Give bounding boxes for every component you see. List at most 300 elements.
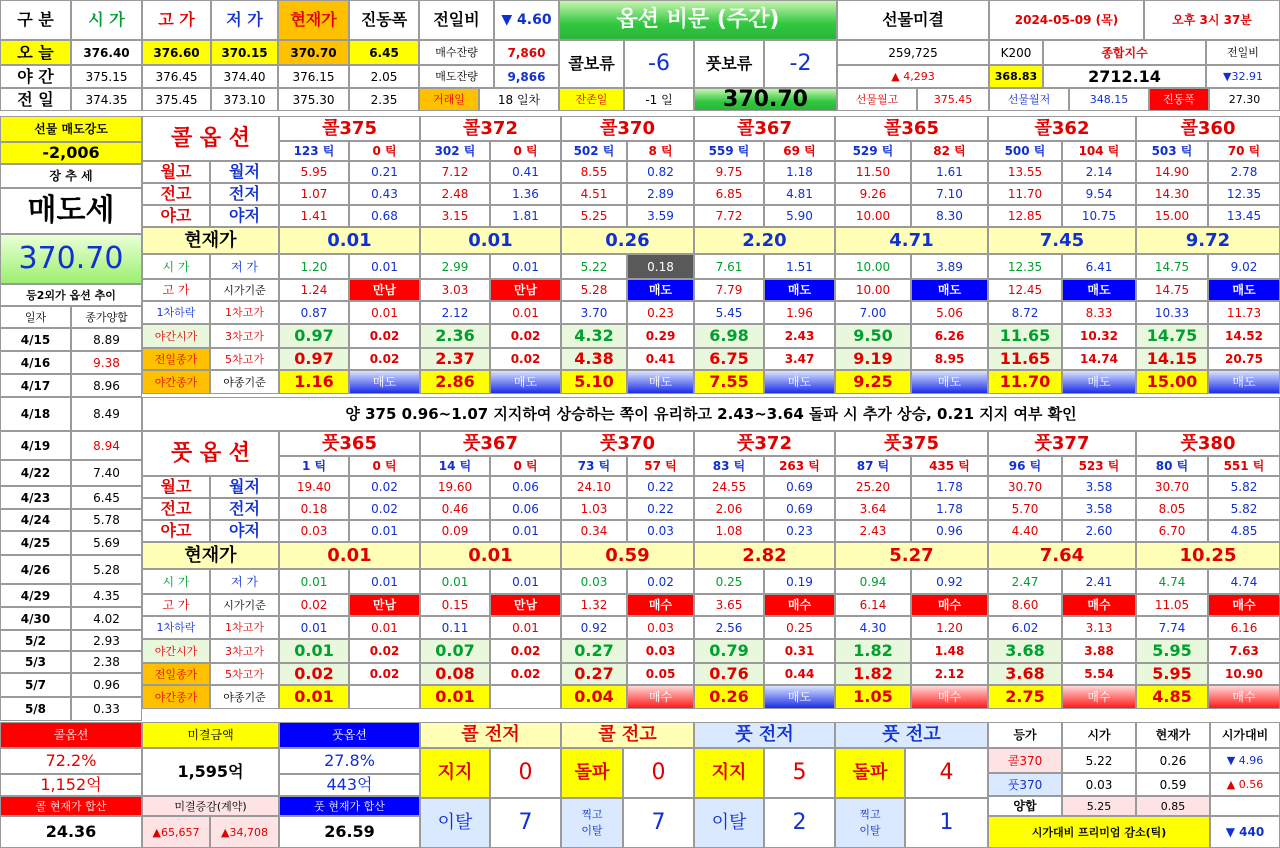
- tick-1: 1 틱: [279, 456, 349, 476]
- third-high: 3.88: [1062, 639, 1136, 663]
- history-close: 2.93: [71, 630, 142, 651]
- night-base: 매도: [911, 370, 988, 394]
- history-date-header: 일자: [0, 306, 71, 328]
- night-high: 12.85: [988, 205, 1062, 227]
- fut-mlow-label: 선물월저: [989, 88, 1069, 111]
- night-base: 매수: [1208, 685, 1280, 709]
- tick-1: 80 틱: [1136, 456, 1208, 476]
- option-current: 4.71: [835, 227, 988, 254]
- tick-2: 69 틱: [764, 141, 835, 161]
- night-high: 0.09: [420, 520, 490, 542]
- row-high: 376.45: [142, 65, 211, 88]
- month-high: 5.95: [279, 161, 349, 183]
- history-date: 4/19: [0, 431, 71, 460]
- label-high: 고 가: [142, 279, 210, 301]
- tick-1: 96 틱: [988, 456, 1062, 476]
- prev-close: 0.97: [279, 348, 349, 370]
- option-low: 0.01: [490, 569, 561, 594]
- night-high: 6.70: [1136, 520, 1208, 542]
- option-signal: 매수: [764, 594, 835, 616]
- call-sum: 24.36: [0, 816, 142, 848]
- history-date: 5/8: [0, 697, 71, 721]
- night-high: 7.72: [694, 205, 764, 227]
- history-close: 9.38: [71, 351, 142, 374]
- month-low: 0.02: [349, 476, 420, 498]
- month-low: 3.58: [1062, 476, 1136, 498]
- night-close: 1.16: [279, 370, 349, 394]
- buy-remain-label: 매수잔량: [419, 40, 494, 65]
- label-mhigh: 월고: [142, 161, 210, 183]
- row-range: 2.35: [349, 88, 419, 111]
- month-high: 7.12: [420, 161, 490, 183]
- header-0: 구 분: [0, 0, 71, 40]
- label-high: 고 가: [142, 594, 210, 616]
- tick-1: 302 틱: [420, 141, 490, 161]
- prev-close: 0.76: [694, 663, 764, 685]
- history-date: 4/18: [0, 397, 71, 431]
- tick-2: 57 틱: [627, 456, 694, 476]
- option-name[interactable]: 콜372: [420, 116, 561, 141]
- prev-low: 7.10: [911, 183, 988, 205]
- history-close: 4.35: [71, 584, 142, 607]
- option-high: 1.32: [561, 594, 627, 616]
- night-low: 0.03: [627, 520, 694, 542]
- month-low: 1.61: [911, 161, 988, 183]
- put-prevlow-header: 풋 전저: [694, 722, 835, 748]
- option-name[interactable]: 풋370: [561, 431, 694, 456]
- row-open: 374.35: [71, 88, 142, 111]
- prev-high: 9.26: [835, 183, 911, 205]
- tick-2: 263 틱: [764, 456, 835, 476]
- kospi-diff-label: 전일비: [1206, 40, 1280, 65]
- option-open: 10.00: [835, 254, 911, 279]
- put-option-label: 풋옵션: [279, 722, 420, 748]
- month-high: 24.55: [694, 476, 764, 498]
- header-5: 진동폭: [349, 0, 419, 40]
- prev-high: 6.85: [694, 183, 764, 205]
- option-low: 0.01: [490, 254, 561, 279]
- third-high: 0.02: [349, 324, 420, 348]
- prev-low: 12.35: [1208, 183, 1280, 205]
- option-open: 0.03: [561, 569, 627, 594]
- first-high: 11.73: [1208, 301, 1280, 324]
- night-open: 3.68: [988, 639, 1062, 663]
- time-display: 오후 3시 37분: [1144, 0, 1280, 40]
- option-open: 5.22: [561, 254, 627, 279]
- night-base: [349, 685, 420, 709]
- night-low: 5.90: [764, 205, 835, 227]
- night-open: 5.95: [1136, 639, 1208, 663]
- strength-value: -2,006: [0, 142, 142, 164]
- night-high: 0.03: [279, 520, 349, 542]
- night-close: 9.25: [835, 370, 911, 394]
- sell-remain: 9,866: [494, 65, 559, 88]
- first-drop: 0.11: [420, 616, 490, 639]
- night-low: 0.96: [911, 520, 988, 542]
- night-high: 2.43: [835, 520, 911, 542]
- option-high: 7.79: [694, 279, 764, 301]
- sum-cur: 0.85: [1136, 796, 1210, 816]
- option-current: 0.01: [420, 227, 561, 254]
- first-drop: 4.30: [835, 616, 911, 639]
- tick-1: 83 틱: [694, 456, 764, 476]
- night-low: 3.59: [627, 205, 694, 227]
- eq-call-cur: 0.26: [1136, 748, 1210, 773]
- first-drop: 5.45: [694, 301, 764, 324]
- prev-low: 0.22: [627, 498, 694, 520]
- option-current: 5.27: [835, 542, 988, 569]
- option-signal: 만남: [349, 594, 420, 616]
- night-high: 1.41: [279, 205, 349, 227]
- night-low: 1.81: [490, 205, 561, 227]
- left-price: 370.70: [0, 234, 142, 284]
- option-current: 0.59: [561, 542, 694, 569]
- label-cur: 현재가: [142, 227, 279, 254]
- option-open: 2.47: [988, 569, 1062, 594]
- panel-title: 옵션 비문 (주간): [559, 0, 837, 40]
- futures-oi: 259,725: [837, 40, 989, 65]
- history-date: 4/25: [0, 531, 71, 555]
- fifth-high: 20.75: [1208, 348, 1280, 370]
- call-hold-label: 콜보류: [559, 40, 624, 88]
- first-drop: 2.12: [420, 301, 490, 324]
- night-close: 1.05: [835, 685, 911, 709]
- history-close: 2.38: [71, 651, 142, 673]
- prev-high: 0.18: [279, 498, 349, 520]
- first-drop: 0.01: [279, 616, 349, 639]
- option-name[interactable]: 콜362: [988, 116, 1136, 141]
- option-name[interactable]: 풋375: [835, 431, 988, 456]
- first-high: 8.33: [1062, 301, 1136, 324]
- row-low: 370.15: [211, 40, 278, 65]
- tick-2: 104 틱: [1062, 141, 1136, 161]
- option-low: 0.19: [764, 569, 835, 594]
- row-range: 6.45: [349, 40, 419, 65]
- row-label: 오 늘: [0, 40, 71, 65]
- option-name[interactable]: 콜365: [835, 116, 988, 141]
- option-low: 0.18: [627, 254, 694, 279]
- prev-low: 3.58: [1062, 498, 1136, 520]
- option-current: 0.01: [420, 542, 561, 569]
- prev-close: 14.15: [1136, 348, 1208, 370]
- put-breakout-count: 4: [905, 748, 988, 798]
- label-open-base: 시가기준: [210, 279, 279, 301]
- first-high: 0.23: [627, 301, 694, 324]
- option-name[interactable]: 풋377: [988, 431, 1136, 456]
- month-high: 30.70: [988, 476, 1062, 498]
- sum-label: 양합: [988, 796, 1062, 816]
- night-high: 15.00: [1136, 205, 1208, 227]
- month-high: 8.55: [561, 161, 627, 183]
- call-option-label: 콜옵션: [0, 722, 142, 748]
- fifth-high: 0.02: [349, 663, 420, 685]
- third-high: 6.26: [911, 324, 988, 348]
- option-signal: 매수: [911, 594, 988, 616]
- prev-low: 4.81: [764, 183, 835, 205]
- option-signal: 매도: [911, 279, 988, 301]
- tick-2: 435 틱: [911, 456, 988, 476]
- history-close-header: 종가양합: [71, 306, 142, 328]
- label-night-open: 야간시가: [142, 324, 210, 348]
- block-title: 풋 옵 션: [142, 431, 279, 476]
- first-drop: 8.72: [988, 301, 1062, 324]
- month-high: 19.60: [420, 476, 490, 498]
- history-date: 4/22: [0, 460, 71, 486]
- third-high: 7.63: [1208, 639, 1280, 663]
- strategy-note: 양 375 0.96~1.07 지지하여 상승하는 쪽이 유리하고 2.43~3.64 돌파 시 추가 상승, 0.21 지지 여부 확인: [142, 397, 1280, 431]
- buy-remain: 7,860: [494, 40, 559, 65]
- night-low: 0.23: [764, 520, 835, 542]
- option-high: 11.05: [1136, 594, 1208, 616]
- eq-diff-header: 시가대비: [1210, 722, 1280, 748]
- night-low: 0.68: [349, 205, 420, 227]
- tick-1: 502 틱: [561, 141, 627, 161]
- night-close: 15.00: [1136, 370, 1208, 394]
- option-signal: 매도: [1062, 279, 1136, 301]
- history-date: 4/24: [0, 509, 71, 531]
- prev-close: 1.82: [835, 663, 911, 685]
- put-support-label: 지지: [694, 748, 764, 798]
- option-signal: 매도: [1208, 279, 1280, 301]
- night-base: 매도: [764, 370, 835, 394]
- date-display: 2024-05-09 (목): [989, 0, 1144, 40]
- option-low: 0.92: [911, 569, 988, 594]
- history-close: 5.78: [71, 509, 142, 531]
- label-d5high: 5차고가: [210, 663, 279, 685]
- fifth-high: 10.90: [1208, 663, 1280, 685]
- call-breakout-count: 0: [623, 748, 694, 798]
- option-name[interactable]: 콜370: [561, 116, 694, 141]
- night-base: 매도: [349, 370, 420, 394]
- option-current: 2.20: [694, 227, 835, 254]
- night-close: 2.75: [988, 685, 1062, 709]
- night-high: 10.00: [835, 205, 911, 227]
- prev-low: 0.06: [490, 498, 561, 520]
- night-low: 8.30: [911, 205, 988, 227]
- month-high: 24.10: [561, 476, 627, 498]
- option-low: 0.01: [349, 254, 420, 279]
- fifth-high: 0.44: [764, 663, 835, 685]
- tick-1: 87 틱: [835, 456, 911, 476]
- remain-label: 잔존일: [559, 88, 624, 111]
- tick-2: 82 틱: [911, 141, 988, 161]
- fifth-high: 0.02: [349, 348, 420, 370]
- night-open: 2.36: [420, 324, 490, 348]
- option-open: 0.94: [835, 569, 911, 594]
- trade-days: 18 일차: [479, 88, 559, 111]
- option-high: 14.75: [1136, 279, 1208, 301]
- label-night-open: 야간시가: [142, 639, 210, 663]
- tick-1: 73 틱: [561, 456, 627, 476]
- history-date: 4/17: [0, 374, 71, 397]
- label-prev-close: 전일종가: [142, 348, 210, 370]
- put-hold-label: 풋보류: [694, 40, 764, 88]
- option-low: 0.01: [349, 569, 420, 594]
- third-high: 14.52: [1208, 324, 1280, 348]
- eq-call-name: 콜370: [988, 748, 1062, 773]
- oi-amount-label: 미결금액: [142, 722, 279, 748]
- history-date: 4/26: [0, 555, 71, 584]
- fifth-high: 5.54: [1062, 663, 1136, 685]
- first-drop: 10.33: [1136, 301, 1208, 324]
- header-3: 저 가: [211, 0, 278, 40]
- sum-blank: [1210, 796, 1280, 816]
- call-amount: 1,152억: [0, 774, 142, 796]
- block-title: 콜 옵 션: [142, 116, 279, 161]
- option-signal: 만남: [490, 594, 561, 616]
- label-d3high: 3차고가: [210, 324, 279, 348]
- option-low: 4.74: [1208, 569, 1280, 594]
- third-high: 0.31: [764, 639, 835, 663]
- prev-close: 0.08: [420, 663, 490, 685]
- eq-put-cur: 0.59: [1136, 773, 1210, 796]
- row-label: 전 일: [0, 88, 71, 111]
- put-amount: 443억: [279, 774, 420, 796]
- third-high: 0.02: [349, 639, 420, 663]
- prev-high: 11.70: [988, 183, 1062, 205]
- night-open: 4.32: [561, 324, 627, 348]
- option-signal: 매수: [627, 594, 694, 616]
- history-date: 4/23: [0, 486, 71, 509]
- night-close: 11.70: [988, 370, 1062, 394]
- month-high: 25.20: [835, 476, 911, 498]
- eq-call-open: 5.22: [1062, 748, 1136, 773]
- fifth-high: 3.47: [764, 348, 835, 370]
- big-price: 370.70: [694, 88, 837, 111]
- option-high: 3.03: [420, 279, 490, 301]
- night-close: 0.01: [279, 685, 349, 709]
- fifth-high: 0.05: [627, 663, 694, 685]
- night-close: 0.26: [694, 685, 764, 709]
- kospi-diff: ▼32.91: [1206, 65, 1280, 88]
- label-plow: 전저: [210, 498, 279, 520]
- option-low: 6.41: [1062, 254, 1136, 279]
- history-close: 5.28: [71, 555, 142, 584]
- option-open: 14.75: [1136, 254, 1208, 279]
- option-name[interactable]: 콜367: [694, 116, 835, 141]
- night-low: 0.01: [349, 520, 420, 542]
- put-break-label: 이탈: [694, 798, 764, 848]
- label-night-close: 야간종가: [142, 685, 210, 709]
- put-sum-label: 풋 현재가 합산: [279, 796, 420, 816]
- first-drop: 7.00: [835, 301, 911, 324]
- prev-low: 0.69: [764, 498, 835, 520]
- third-high: 0.29: [627, 324, 694, 348]
- history-close: 6.45: [71, 486, 142, 509]
- option-high: 10.00: [835, 279, 911, 301]
- first-high: 0.01: [490, 301, 561, 324]
- label-d1high: 1차고가: [210, 616, 279, 639]
- label-night-base: 야종기준: [210, 370, 279, 394]
- month-high: 9.75: [694, 161, 764, 183]
- tick-1: 559 틱: [694, 141, 764, 161]
- oi-total: 1,595억: [142, 748, 279, 796]
- tick-2: 0 틱: [490, 141, 561, 161]
- option-name[interactable]: 풋365: [279, 431, 420, 456]
- label-night-close: 야간종가: [142, 370, 210, 394]
- night-high: 4.40: [988, 520, 1062, 542]
- option-name[interactable]: 풋380: [1136, 431, 1280, 456]
- eq-put-open: 0.03: [1062, 773, 1136, 796]
- month-low: 0.41: [490, 161, 561, 183]
- option-current: 0.01: [279, 227, 420, 254]
- first-high: 0.01: [349, 616, 420, 639]
- prev-high: 14.30: [1136, 183, 1208, 205]
- tick-1: 503 틱: [1136, 141, 1208, 161]
- night-low: 13.45: [1208, 205, 1280, 227]
- label-mlow: 월저: [210, 161, 279, 183]
- row-label: 야 간: [0, 65, 71, 88]
- strength-label: 선물 매도강도: [0, 116, 142, 142]
- option-high: 8.60: [988, 594, 1062, 616]
- night-high: 1.08: [694, 520, 764, 542]
- prev-high: 2.48: [420, 183, 490, 205]
- prev-high: 8.05: [1136, 498, 1208, 520]
- option-name[interactable]: 풋372: [694, 431, 835, 456]
- fut-mlow: 348.15: [1069, 88, 1149, 111]
- prev-close: 2.37: [420, 348, 490, 370]
- night-base: 매도: [764, 685, 835, 709]
- first-drop: 0.92: [561, 616, 627, 639]
- history-title: 등2외가 옵션 추이: [0, 284, 142, 306]
- month-low: 0.06: [490, 476, 561, 498]
- history-date: 4/30: [0, 607, 71, 630]
- option-name[interactable]: 풋367: [420, 431, 561, 456]
- third-high: 2.43: [764, 324, 835, 348]
- tick-2: 551 틱: [1208, 456, 1280, 476]
- history-date: 5/2: [0, 630, 71, 651]
- prev-low: 9.54: [1062, 183, 1136, 205]
- history-date: 4/29: [0, 584, 71, 607]
- k200-label: K200: [989, 40, 1043, 65]
- night-base: 매수: [1062, 685, 1136, 709]
- month-low: 0.21: [349, 161, 420, 183]
- prev-diff-value: ▼ 4.60: [494, 0, 559, 40]
- header-1: 시 가: [71, 0, 142, 40]
- night-close: 0.04: [561, 685, 627, 709]
- option-open: 0.25: [694, 569, 764, 594]
- fut-range: 27.30: [1209, 88, 1280, 111]
- tick-2: 0 틱: [490, 456, 561, 476]
- option-name[interactable]: 콜360: [1136, 116, 1280, 141]
- header-6: 전일비: [419, 0, 494, 40]
- fifth-high: 14.74: [1062, 348, 1136, 370]
- label-open-base: 시가기준: [210, 594, 279, 616]
- night-low: 2.60: [1062, 520, 1136, 542]
- fifth-high: 0.02: [490, 663, 561, 685]
- option-signal: 매수: [1208, 594, 1280, 616]
- month-high: 13.55: [988, 161, 1062, 183]
- prev-high: 5.70: [988, 498, 1062, 520]
- option-high: 3.65: [694, 594, 764, 616]
- prev-low: 1.78: [911, 498, 988, 520]
- option-low: 9.02: [1208, 254, 1280, 279]
- option-high: 1.24: [279, 279, 349, 301]
- row-open: 376.40: [71, 40, 142, 65]
- first-drop: 0.87: [279, 301, 349, 324]
- night-close: 7.55: [694, 370, 764, 394]
- month-low: 1.18: [764, 161, 835, 183]
- put-hold: -2: [764, 40, 837, 88]
- option-name[interactable]: 콜375: [279, 116, 420, 141]
- label-phigh: 전고: [142, 183, 210, 205]
- first-high: 0.01: [349, 301, 420, 324]
- night-open: 11.65: [988, 324, 1062, 348]
- night-base: 매도: [627, 370, 694, 394]
- first-high: 3.13: [1062, 616, 1136, 639]
- night-close: 2.86: [420, 370, 490, 394]
- prev-close: 6.75: [694, 348, 764, 370]
